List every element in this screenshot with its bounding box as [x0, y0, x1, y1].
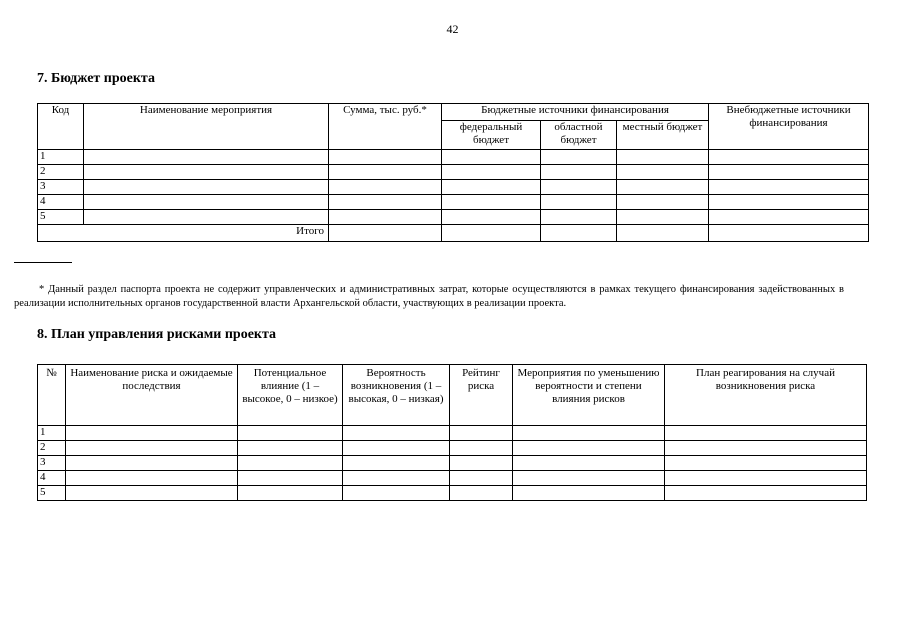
- cell[interactable]: [617, 195, 709, 210]
- cell[interactable]: [513, 486, 665, 501]
- total-label: Итого: [38, 225, 329, 242]
- cell[interactable]: [343, 471, 450, 486]
- cell[interactable]: [343, 486, 450, 501]
- cell[interactable]: [84, 165, 329, 180]
- cell[interactable]: [66, 426, 238, 441]
- cell[interactable]: [665, 486, 867, 501]
- cell[interactable]: [513, 456, 665, 471]
- cell[interactable]: [541, 225, 617, 242]
- cell[interactable]: [84, 195, 329, 210]
- cell[interactable]: [709, 225, 869, 242]
- cell[interactable]: [541, 150, 617, 165]
- cell[interactable]: [450, 486, 513, 501]
- cell[interactable]: [450, 426, 513, 441]
- cell[interactable]: [442, 210, 541, 225]
- cell[interactable]: [665, 426, 867, 441]
- cell[interactable]: [617, 180, 709, 195]
- cell[interactable]: [442, 195, 541, 210]
- cell[interactable]: [66, 441, 238, 456]
- cell[interactable]: [329, 165, 442, 180]
- row-num: 5: [38, 486, 66, 501]
- header-num: №: [38, 365, 66, 426]
- cell[interactable]: [513, 441, 665, 456]
- header-extra-budget: Внебюджетные источники финансирования: [709, 104, 869, 150]
- cell[interactable]: [450, 456, 513, 471]
- cell[interactable]: [709, 150, 869, 165]
- row-num: 1: [38, 426, 66, 441]
- cell[interactable]: [343, 456, 450, 471]
- table-row: [38, 426, 867, 441]
- cell[interactable]: [329, 180, 442, 195]
- row-code: 3: [38, 180, 84, 195]
- risk-section-title: 8. План управления рисками проекта: [37, 327, 277, 342]
- cell[interactable]: [238, 441, 343, 456]
- cell[interactable]: [329, 210, 442, 225]
- row-code: 4: [38, 195, 84, 210]
- cell[interactable]: [709, 180, 869, 195]
- cell[interactable]: [329, 150, 442, 165]
- footnote-divider: [14, 262, 72, 263]
- cell[interactable]: [329, 195, 442, 210]
- cell[interactable]: [66, 486, 238, 501]
- footnote: * Данный раздел паспорта проекта не содержит управленческих и административных затрат, которые осуществляются в рамках текущего финансирования задействованных в реализации исполнительных органов государственной власти Архангельской области, участвующих в реализации проекта.: [14, 284, 844, 309]
- header-response-plan: План реагирования на случай возникновения риска: [665, 365, 867, 426]
- cell[interactable]: [450, 441, 513, 456]
- header-sum: Сумма, тыс. руб.*: [329, 104, 442, 150]
- table-row: [38, 210, 869, 225]
- cell[interactable]: [84, 180, 329, 195]
- cell[interactable]: [442, 225, 541, 242]
- cell[interactable]: [541, 180, 617, 195]
- cell[interactable]: [343, 441, 450, 456]
- row-code: 5: [38, 210, 84, 225]
- header-probability: Вероятность возникновения (1 – высокая, 0 – низкая): [343, 365, 450, 426]
- cell[interactable]: [66, 471, 238, 486]
- cell[interactable]: [238, 456, 343, 471]
- cell[interactable]: [709, 210, 869, 225]
- cell[interactable]: [709, 165, 869, 180]
- cell[interactable]: [442, 150, 541, 165]
- cell[interactable]: [617, 165, 709, 180]
- row-num: 4: [38, 471, 66, 486]
- table-row: [38, 150, 869, 165]
- cell[interactable]: [238, 471, 343, 486]
- page-number: 42: [446, 22, 459, 36]
- header-local: местный бюджет: [617, 121, 709, 150]
- total-row: [38, 225, 869, 242]
- header-regional: областной бюджет: [541, 121, 617, 150]
- cell[interactable]: [541, 195, 617, 210]
- table-row: [38, 456, 867, 471]
- cell[interactable]: [617, 225, 709, 242]
- cell[interactable]: [442, 165, 541, 180]
- header-event-name: Наименование мероприятия: [84, 104, 329, 150]
- row-code: 1: [38, 150, 84, 165]
- table-row: [38, 195, 869, 210]
- cell[interactable]: [541, 210, 617, 225]
- cell[interactable]: [665, 471, 867, 486]
- header-federal: федеральный бюджет: [442, 121, 541, 150]
- row-num: 2: [38, 441, 66, 456]
- cell[interactable]: [329, 225, 442, 242]
- cell[interactable]: [513, 471, 665, 486]
- row-code: 2: [38, 165, 84, 180]
- cell[interactable]: [665, 456, 867, 471]
- header-risk-name: Наименование риска и ожидаемые последствия: [66, 365, 238, 426]
- cell[interactable]: [238, 486, 343, 501]
- budget-table: [37, 103, 869, 242]
- cell[interactable]: [238, 426, 343, 441]
- table-row: [38, 486, 867, 501]
- risk-table: [37, 364, 867, 501]
- cell[interactable]: [442, 180, 541, 195]
- cell[interactable]: [665, 441, 867, 456]
- cell[interactable]: [450, 471, 513, 486]
- cell[interactable]: [513, 426, 665, 441]
- header-rating: Рейтинг риска: [450, 365, 513, 426]
- cell[interactable]: [617, 210, 709, 225]
- budget-section-title: 7. Бюджет проекта: [37, 71, 155, 86]
- header-measures: Мероприятия по уменьшению вероятности и степени влияния рисков: [513, 365, 665, 426]
- header-budget-sources: Бюджетные источники финансирования: [442, 104, 709, 121]
- cell[interactable]: [709, 195, 869, 210]
- table-row: [38, 471, 867, 486]
- cell[interactable]: [343, 426, 450, 441]
- cell[interactable]: [66, 456, 238, 471]
- header-impact: Потенциальное влияние (1 – высокое, 0 – низкое): [238, 365, 343, 426]
- cell[interactable]: [617, 150, 709, 165]
- table-row: [38, 180, 869, 195]
- cell[interactable]: [84, 210, 329, 225]
- row-num: 3: [38, 456, 66, 471]
- cell[interactable]: [541, 165, 617, 180]
- table-row: [38, 441, 867, 456]
- cell[interactable]: [84, 150, 329, 165]
- table-row: [38, 165, 869, 180]
- header-code: Код: [38, 104, 84, 150]
